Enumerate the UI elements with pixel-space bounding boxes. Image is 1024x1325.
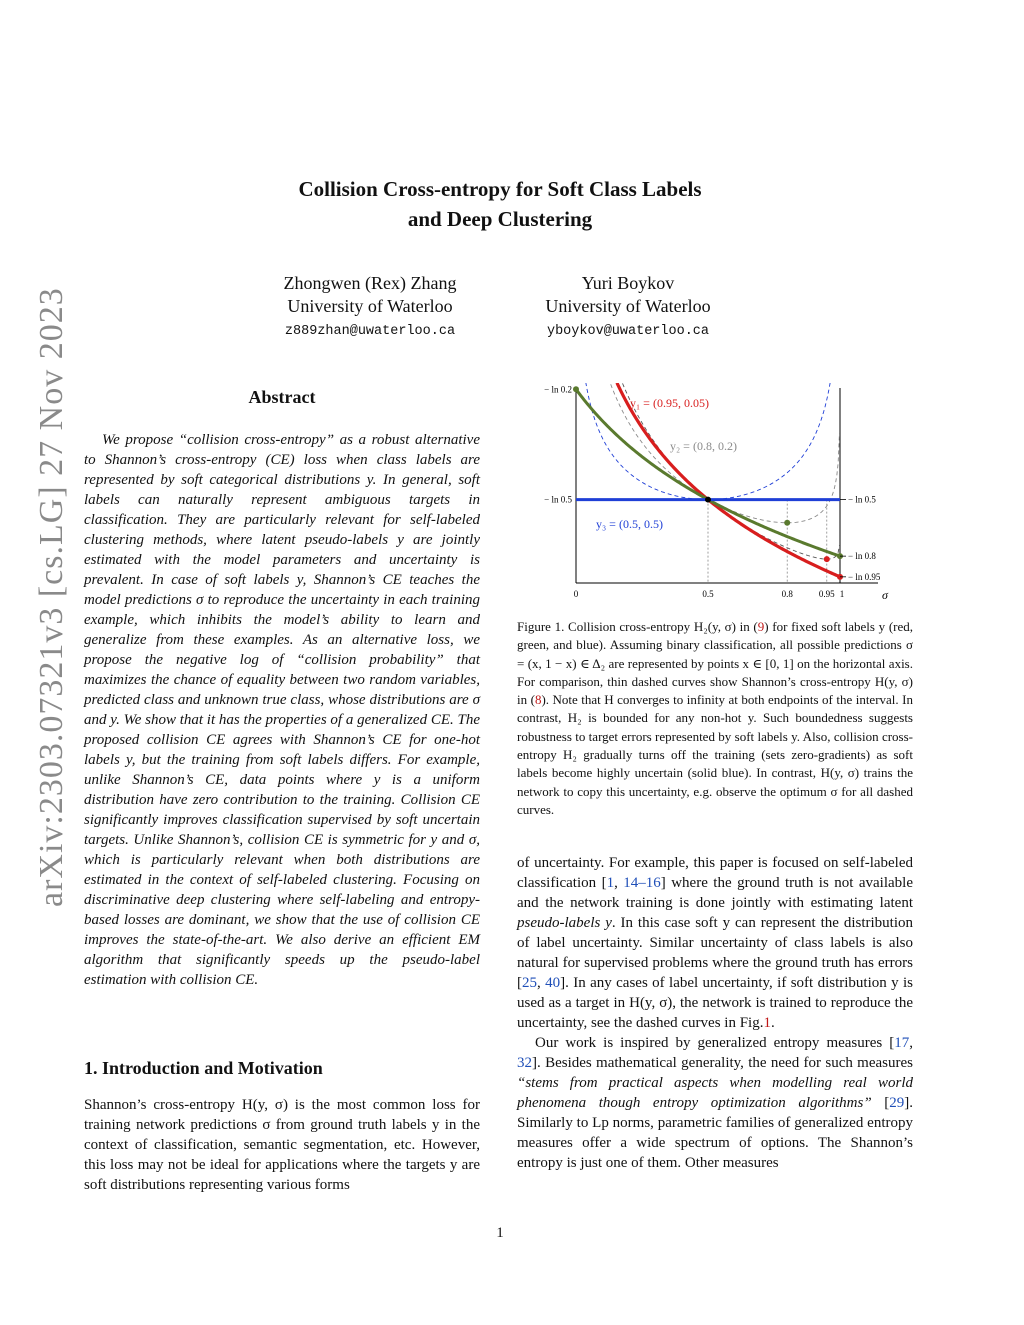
y-tick-label: − ln 0.95 — [848, 571, 881, 582]
data-point — [824, 556, 830, 562]
citation-link[interactable]: 17 — [894, 1035, 910, 1051]
author-email[interactable]: z889zhan@uwaterloo.ca — [284, 324, 456, 339]
citation-link[interactable]: 40 — [545, 975, 561, 991]
equation-ref[interactable]: 8 — [534, 692, 542, 708]
author-email[interactable]: yboykov@uwaterloo.ca — [546, 324, 710, 339]
text-run: , — [614, 875, 624, 891]
text-run: , — [537, 975, 546, 991]
caption-part: ) for fixed soft labels y (red, green, and blue). Assuming binary classification, all possible predictions σ = (x, 1 − x) ∈ Δ₂ are represented by points x ∈ [0, 1] on the horizontal axis. For comparison, thin dashed curves show Shannon’s cross-entropy H(y, σ) in ( — [517, 619, 913, 708]
paper-title — [0, 174, 1000, 234]
text-run: ]. Besides mathematical generality, the need for such measures — [532, 1055, 913, 1071]
caption-part: Figure 1. Collision cross-entropy H₂(y, σ) in ( — [517, 619, 758, 634]
data-point — [705, 497, 711, 503]
y-tick-label: − ln 0.2 — [544, 384, 572, 395]
x-tick-label: 0.8 — [781, 589, 793, 599]
collision-ce-curve — [576, 389, 840, 556]
title-line-1: Collision Cross-entropy for Soft Class Labels — [298, 177, 702, 201]
text-run: pseudo-labels y — [517, 915, 612, 931]
citation-link[interactable]: 14–16 — [623, 875, 661, 891]
text-run: . — [770, 1015, 775, 1031]
figure-1-chart — [528, 383, 900, 603]
intro-paragraph-2 — [517, 853, 913, 1173]
author-block-1 — [270, 272, 470, 339]
author-name: Zhongwen (Rex) Zhang — [283, 273, 457, 293]
text-run: of uncertainty. For example, this paper is focused on self-labeled classification [ — [517, 855, 913, 891]
abstract-text: We propose “collision cross-entropy” as a robust alternative to Shannon’s cross-entropy (CE) loss when class labels are represented by soft categorical distributions y. In general, soft labels can naturally represent ambiguous targets in classification. They are particularly relevant for self-labeled clustering methods, where latent pseudo-labels y are jointly estimated with the model parameters and uncertainty is prevalent. In case of soft labels y, Shannon’s CE teaches the model predictions σ to reproduce the uncertainty in each training example, which inhibits the model’s ability to learn and generalize from these examples. As an alternative loss, we propose the negative log of “collision probability” that maximizes the chance of equality between two random variables, predicted class and unknown true class, whose distributions are σ and y. We show that it has the properties of a generalized CE. The proposed collision CE agrees with Shannon’s CE for one-hot labels y, but the training from soft labels differs. For example, unlike Shannon’s CE, data points where y is a uniform distribution have zero contribution to the training. Collision CE significantly improves classification supervised by soft uncertain targets. Unlike Shannon’s, collision CE is symmetric for y and σ, which is particularly relevant when both distributions are estimated in the context of self-labeled clustering. Focusing on discriminative deep clustering where self-labeling and entropy-based losses are dominant, we show that the use of collision CE improves the state-of-the-art. We also derive an efficient EM algorithm that significantly speeds up the pseudo-label estimation with collision CE. — [84, 432, 480, 988]
text-run: Our work is inspired by generalized entropy measures [ — [535, 1035, 895, 1051]
intro-paragraph-1: Shannon’s cross-entropy H(y, σ) is the most common loss for training network predictions σ from ground truth labels y in the context of classification, semantic segmentation, etc. However, this loss may not be ideal for applications where the targets y are soft distributions representing various forms — [84, 1097, 480, 1193]
author-affiliation: University of Waterloo — [545, 296, 711, 316]
y-tick-label: − ln 0.8 — [848, 551, 876, 562]
x-axis-label: σ — [882, 588, 888, 602]
text-run: ] where the ground truth is not available and the network training is done jointly with estimating latent — [517, 875, 913, 911]
section-heading: 1. Introduction and Motivation — [84, 1058, 323, 1078]
author-name: Yuri Boykov — [581, 273, 675, 293]
text-run: [ — [871, 1095, 890, 1111]
equation-ref[interactable]: 9 — [757, 619, 765, 634]
text-run: ]. In any cases of label uncertainty, if soft distribution y is used as a target in H(y, σ), the network is trained to reproduce the uncertainty, see the dashed curves in Fig. — [517, 975, 913, 1031]
y-tick-label: − ln 0.5 — [544, 494, 572, 505]
figure-ref[interactable]: 1 — [763, 1015, 771, 1031]
abstract-heading: Abstract — [248, 387, 316, 407]
citation-link[interactable]: 29 — [889, 1095, 905, 1111]
y-tick-label: − ln 0.5 — [848, 494, 876, 505]
x-tick-label: 0.5 — [702, 589, 714, 599]
citation-link[interactable]: 25 — [522, 975, 537, 991]
data-point — [573, 386, 579, 392]
arxiv-sidebar-stamp: arXiv:2303.07321v3 [cs.LG] 27 Nov 2023 — [33, 287, 70, 907]
page-number: 1 — [496, 1225, 504, 1241]
series-label: y₃ = (0.5, 0.5) — [596, 517, 663, 531]
quote: “stems from practical aspects when modelling real world phenomena though entropy optimization algorithms” — [517, 1075, 913, 1111]
text-run: ]. Similarly to Lp norms, parametric families of generalized entropy measures offer a wide spectrum of options. The Shannon’s entropy is just one of them. Other measures — [517, 1095, 913, 1171]
x-tick-label: 1 — [839, 589, 845, 599]
figure-caption — [517, 618, 913, 819]
author-block-2 — [528, 272, 728, 339]
series-label: y₁ = (0.95, 0.05) — [630, 396, 709, 410]
collision-ce-curve — [617, 383, 840, 577]
x-tick-label: 0 — [573, 589, 579, 599]
data-point — [784, 520, 790, 526]
x-tick-label: 0.95 — [818, 589, 835, 599]
citation-link[interactable]: 1 — [606, 875, 615, 891]
title-line-2: and Deep Clustering — [407, 207, 593, 231]
author-affiliation: University of Waterloo — [287, 296, 453, 316]
caption-part: ). Note that H converges to infinity at both endpoints of the interval. In contrast, H₂ is bounded for any non-hot y. Such boundedness suggests robustness to target errors represented by soft labels y. Also, collision cross-entropy H₂ gradually turns off the training (sets zero-gradients) as soft labels become highly uncertain (solid blue). In contrast, H(y, σ) trains the network to copy this uncertainty, e.g. observe the optimum σ for all dashed curves. — [517, 692, 913, 817]
text-run: , — [909, 1035, 913, 1051]
series-label: y₂ = (0.8, 0.2) — [670, 439, 737, 453]
text-run: . In this case soft y can represent the distribution of label uncertainty. Similar uncertainty of class labels is also natural for supervised problems where the ground truth has errors [ — [517, 915, 913, 991]
citation-link[interactable]: 32 — [517, 1055, 532, 1071]
